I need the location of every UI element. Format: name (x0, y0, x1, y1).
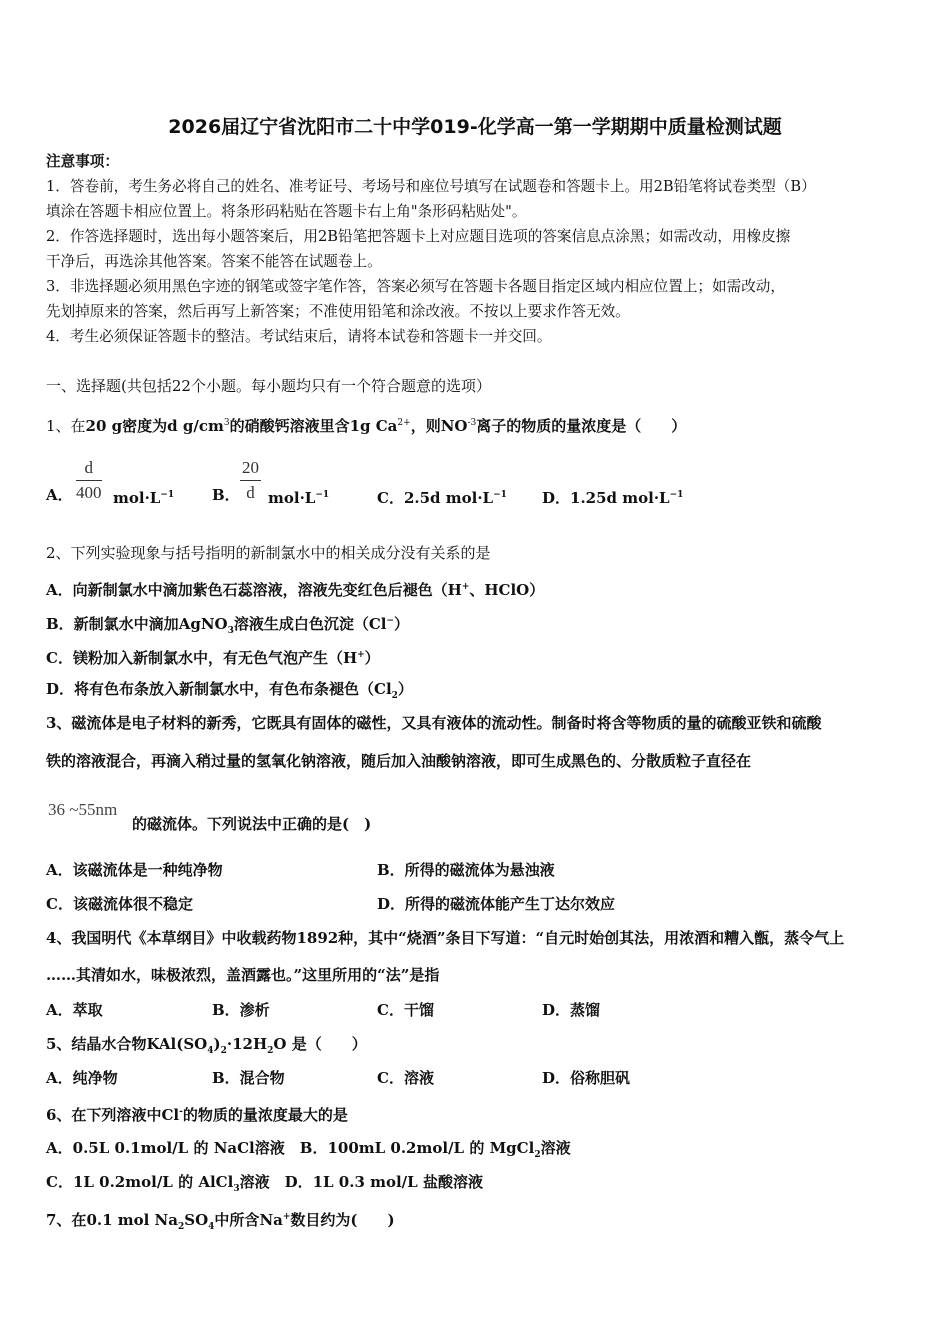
option-b: B．所得的磁流体为悬浊液 (377, 861, 555, 879)
question-3-stem: 的磁流体。下列说法中正确的是( ) (132, 815, 372, 833)
option-d: D．所得的磁流体能产生丁达尔效应 (377, 895, 616, 913)
notice-line: 先划掉原来的答案，然后再写上新答案；不准使用铅笔和涂改液。不按以上要求作答无效。 (46, 303, 630, 320)
option-a-label: A． (46, 486, 73, 504)
option-b: B．渗析 (212, 1001, 270, 1019)
option-ab: A．0.5L 0.1mol/L 的 NaCl溶液 B．100mL 0.2mol/L 的 MgCl$_2$溶液 (46, 1139, 571, 1160)
option-d: D．俗称胆矾 (542, 1069, 631, 1087)
option-c: C．干馏 (377, 1001, 434, 1019)
notice-line: 1．答卷前，考生务必将自己的姓名、准考证号、考场号和座位号填写在试题卷和答题卡上。用2B铅笔将试卷类型（B） (46, 178, 816, 195)
question-3-stem: 铁的溶液混合，再滴入稍过量的氢氧化钠溶液，随后加入油酸钠溶液，即可生成黑色的、分散质粒子直径在 (46, 752, 752, 770)
option-b: B．新制氯水中滴加AgNO$_3$溶液生成白色沉淀（Cl−） (46, 615, 410, 636)
option-a: A．向新制氯水中滴加紫色石蕊溶液，溶液先变红色后褪色（H+、HClO） (46, 581, 545, 599)
option-cd: C．1L 0.2mol/L 的 AlCl$_3$溶液 D．1L 0.3 mol/L 盐酸溶液 (46, 1173, 483, 1194)
option-b-label: B． (212, 486, 240, 504)
option-c: C．该磁流体很不稳定 (46, 895, 193, 913)
notice-heading: 注意事项： (46, 153, 119, 170)
notice-line: 填涂在答题卡相应位置上。将条形码粘贴在答题卡右上角"条形码粘贴处"。 (46, 203, 527, 220)
question-1-stem: 1、在20 g密度为d $g/cm^3$的硝酸钙溶液里含1g $Ca^{2+}$，则$NO^{-3}$离子的物质的量浓度是（ ） (46, 417, 687, 435)
option-a-unit: $mol\cdot L^{-1}$ (113, 489, 175, 507)
question-3-formula: 36 ~55nm (48, 800, 118, 819)
option-b-fraction: $\frac{20}{d}$ (242, 458, 259, 502)
option-d: D．1.25d $mol\cdot L^{-1}$ (542, 489, 684, 507)
question-3-stem: 3、磁流体是电子材料的新秀，它既具有固体的磁性，又具有液体的流动性。制备时将含等物质的量的硫酸亚铁和硫酸 (46, 714, 822, 732)
option-a: A．纯净物 (46, 1069, 118, 1087)
option-c: C．2.5d $mol\cdot L^{-1}$ (377, 489, 507, 507)
question-2-stem: 2、下列实验现象与括号指明的新制氯水中的相关成分没有关系的是 (46, 544, 491, 562)
option-b-unit: $mol\cdot L^{-1}$ (268, 489, 330, 507)
question-4-stem: 4、我国明代《本草纲目》中收载药物1892种，其中“烧酒”条目下写道：“自元时始创其法，用浓酒和糟入甑，蒸令气上 (46, 929, 845, 947)
option-a-fraction: $\frac{d}{400}$ (76, 458, 102, 502)
notice-line: 2．作答选择题时，选出每小题答案后，用2B铅笔把答题卡上对应题目选项的答案信息点涂黑；如需改动，用橡皮擦 (46, 228, 791, 245)
notice-line: 3．非选择题必须用黑色字迹的钢笔或签字笔作答，答案必须写在答题卡各题目指定区域内相应位置上；如需改动， (46, 278, 785, 295)
option-d: D．将有色布条放入新制氯水中，有色布条褪色$(Cl_2)$ (46, 680, 413, 701)
page-title: 2026届辽宁省沈阳市二十中学019-化学高一第一学期期中质量检测试题 (168, 116, 782, 138)
option-c: C．溶液 (377, 1069, 434, 1087)
option-a: A．萃取 (46, 1001, 103, 1019)
question-5-stem: 5、结晶水合物$KAl(SO_4)_2\cdot 12H_2O$ 是（ ） (46, 1035, 367, 1056)
option-a: A．该磁流体是一种纯净物 (46, 861, 223, 879)
option-b: B．混合物 (212, 1069, 285, 1087)
option-d: D．蒸馏 (542, 1001, 601, 1019)
question-4-stem: ……其清如水，味极浓烈，盖酒露也。”这里所用的“法”是指 (46, 966, 440, 984)
option-c: C．镁粉加入新制氯水中，有无色气泡产生（H+） (46, 649, 380, 667)
question-6-stem: 6、在下列溶液中Cl-的物质的量浓度最大的是 (46, 1106, 348, 1124)
notice-line: 4．考生必须保证答题卡的整洁。考试结束后，请将本试卷和答题卡一并交回。 (46, 328, 552, 345)
question-7-stem: 7、在0.1 mol $Na_2SO_4$中所含Na+数目约为( ) (46, 1211, 395, 1232)
section-heading: 一、选择题(共包括22个小题。每小题均只有一个符合题意的选项） (46, 377, 491, 395)
notice-line: 干净后，再选涂其他答案。答案不能答在试题卷上。 (46, 253, 382, 270)
